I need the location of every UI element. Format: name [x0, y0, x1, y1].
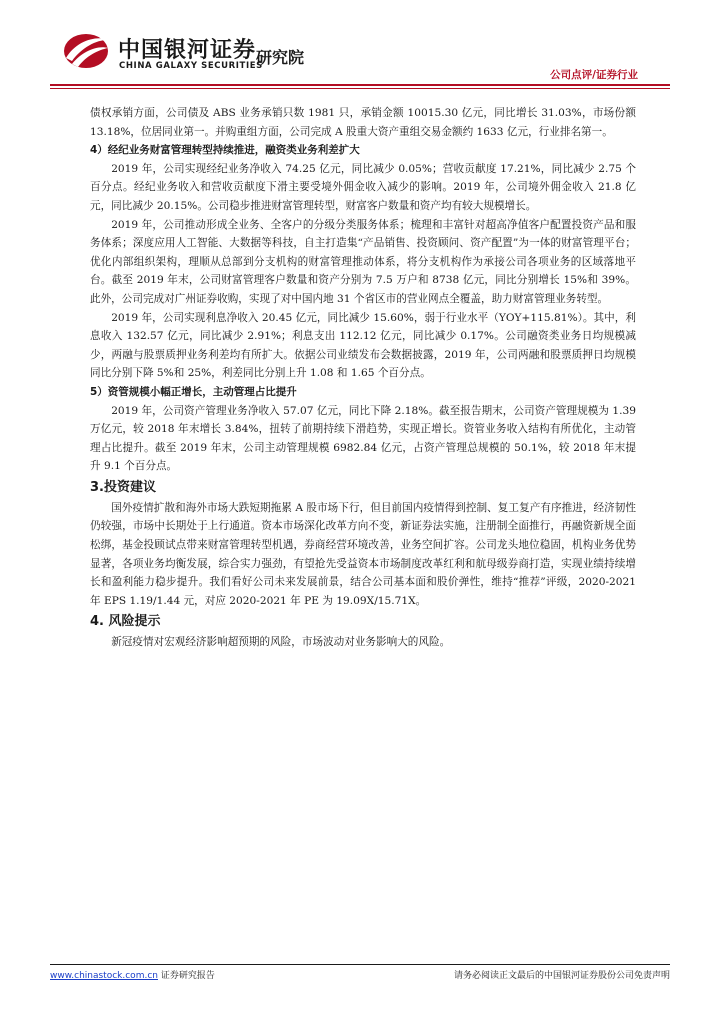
website-link[interactable]: www.chinastock.com.cn	[50, 971, 158, 981]
report-body	[90, 104, 636, 652]
paragraph-brokerage-income: 2019 年，公司实现经纪业务净收入 74.25 亿元，同比减少 0.05%；营收贡献度 17.21%，同比减少 2.75 个百分点。经纪业务收入和营收贡献度下滑主要受境外佣金收入减少的影响。2019 年，公司境外佣金收入 21.8 亿元，同比减少 20.15%。公司稳步推进财富管理转型，财富客户数量和资产均有较大规模增长。	[90, 162, 636, 212]
footer-report-label: 证券研究报告	[160, 971, 215, 981]
paragraph-investment-advice: 国外疫情扩散和海外市场大跌短期拖累 A 股市场下行，但目前国内疫情得到控制、复工复产有序推进，经济韧性仍较强，市场中长期处于上行通道。资本市场深化改革方向不变，新证券法实施，注册制全面推行，再融资新规全面松绑，基金投顾试点带来财富管理转型机遇，券商经营环境改善，业务空间扩容。公司龙头地位稳固，机构业务优势显著，各项业务均衡发展，综合实力强劲，有望抢先受益资本市场制度改革红利和航母级券商打造，实现业绩持续增长和盈利能力稳步提升。我们看好公司未来发展前景，结合公司基本面和股价弹性，维持“推荐”评级，2020-2021 年 EPS 1.19/1.44 元，对应 2020-2021 年 PE 为 19.09X/15.71X。	[90, 501, 636, 607]
subheading-asset-management: 5）资管规模小幅正增长，主动管理占比提升	[90, 385, 297, 398]
paragraph-wealth-management: 2019 年，公司推动形成全业务、全客户的分级分类服务体系；梳理和丰富针对超高净值客户配置投资产品和服务体系；深度应用人工智能、大数据等科技，自主打造集“产品销售、投资顾问、资产配置”为一体的财富管理平台；优化内部组织架构，理顺从总部到分支机构的财富管理推动体系，将分支机构作为承接公司各项业务的区域落地平台。截至 2019 年末，公司财富管理客户数量和资产分别为 7.5 万户和 8738 亿元，同比分别增长 15%和 39%。此外，公司完成对广州证券收购，实现了对中国内地 31 个省区市的营业网点全覆盖，助力财富管理业务转型。	[90, 218, 636, 305]
header-divider-thin	[50, 88, 670, 89]
paragraph-risk: 新冠疫情对宏观经济影响超预期的风险，市场波动对业务影响大的风险。	[111, 636, 451, 649]
section-heading-investment: 3.投资建议	[90, 479, 156, 495]
paragraph-asset-management: 2019 年，公司资产管理业务净收入 57.07 亿元，同比下降 2.18%。截至报告期末，公司资产管理规模为 1.39 万亿元，较 2018 年末增长 3.84%，扭转了前期持续下滑趋势，实现正增长。资管业务收入结构有所优化，主动管理占比提升。截至 2019 年末，公司主动管理规模 6982.84 亿元，占资产管理总规模的 50.1%，较 2018 年末提升 9.1 个百分点。	[90, 404, 636, 473]
galaxy-logo-icon	[62, 31, 112, 71]
paragraph-interest-income: 2019 年，公司实现利息净收入 20.45 亿元，同比减少 15.60%，弱于行业水平（YOY+115.81%）。其中，利息收入 132.57 亿元，同比减少 2.91%；利息支出 112.12 亿元，同比减少 0.17%。公司融资类业务日均规模减少，两融与股票质押业务利差均有所扩大。依据公司业绩发布会数据披露，2019 年，公司两融和股票质押日均规模同比分别下降 5%和 25%，利差同比分别上升 1.08 和 1.65 个百分点。	[90, 311, 636, 380]
brand-name-cn: 中国银河证券	[118, 38, 257, 63]
section-heading-risk: 4. 风险提示	[90, 614, 161, 630]
page-header	[0, 0, 724, 90]
subheading-brokerage: 4）经纪业务财富管理转型持续推进，融资类业务利差扩大	[90, 144, 360, 157]
paragraph-bond-underwriting: 债权承销方面，公司债及 ABS 业务承销只数 1981 只，承销金额 10015.30 亿元，同比增长 31.03%，市场份额 13.18%，位居同业第一。并购重组方面，公司完成 A 股重大资产重组交易金额约 1633 亿元，行业排名第一。	[90, 107, 636, 138]
header-divider	[50, 84, 670, 86]
brand-name-en: CHINA GALAXY SECURITIES	[119, 61, 263, 71]
footer-disclaimer: 请务必阅读正文最后的中国银河证券股份公司免责声明	[453, 971, 670, 981]
footer-divider	[50, 964, 670, 965]
footer-left	[50, 968, 215, 981]
department-label: 研究院	[256, 48, 305, 67]
report-type-label: 公司点评/证券行业	[550, 69, 638, 81]
